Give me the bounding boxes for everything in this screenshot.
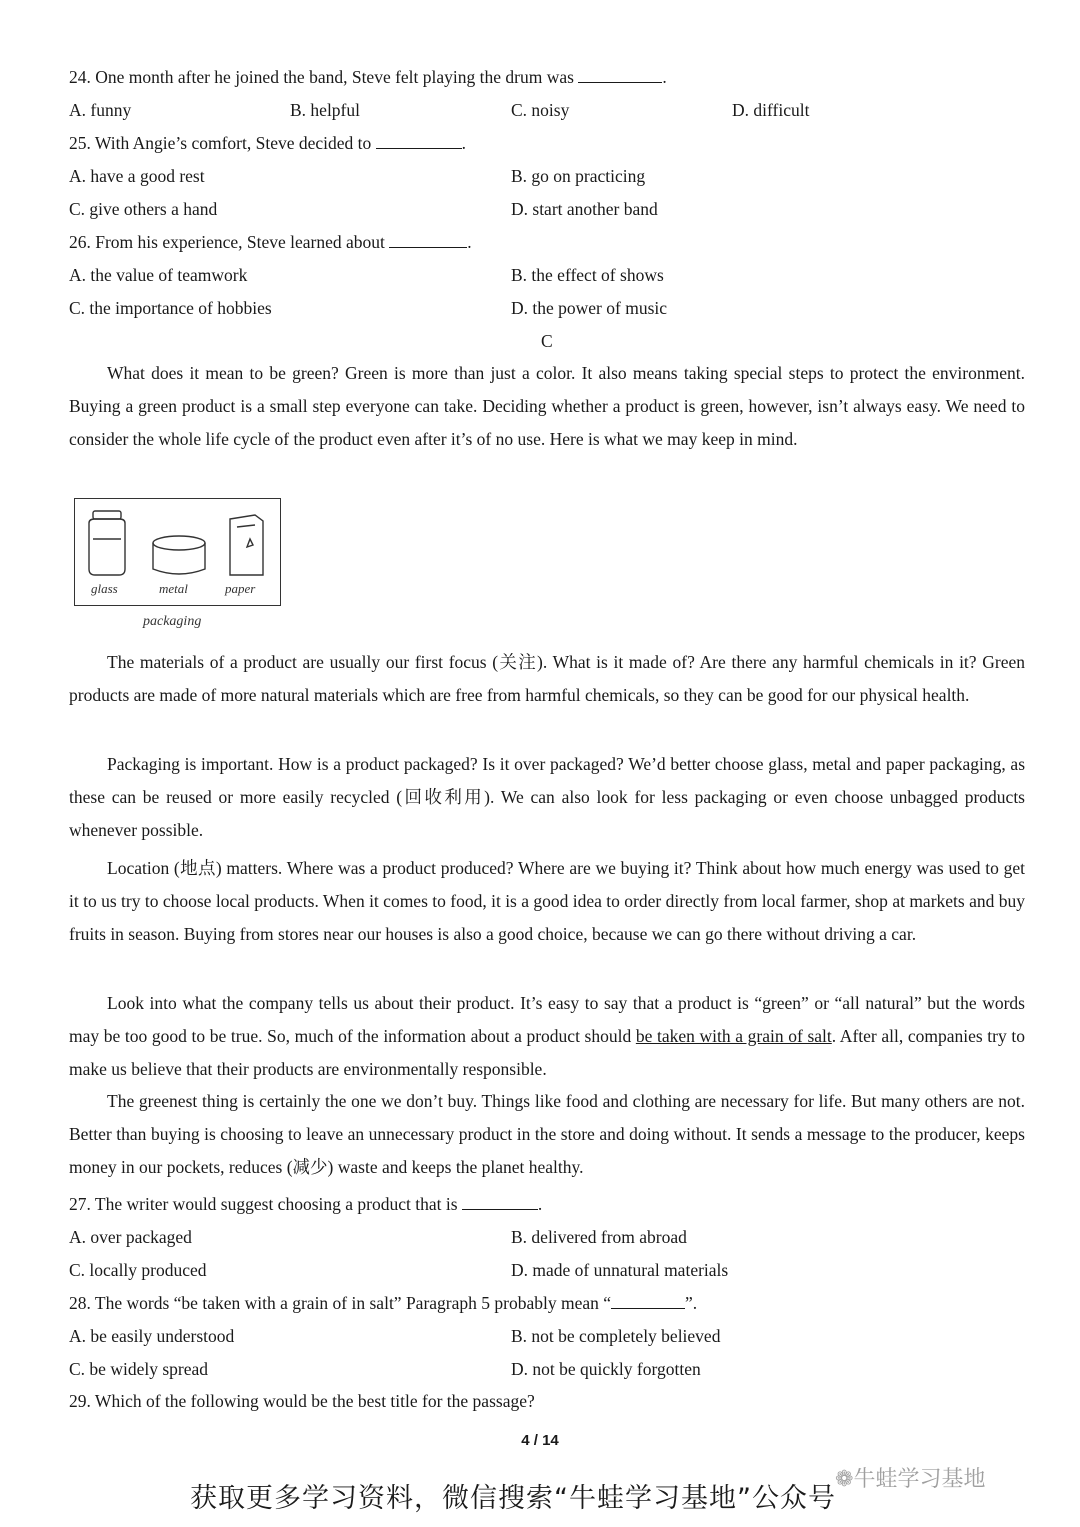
section-heading: C xyxy=(541,331,553,351)
figure-label-paper: paper xyxy=(225,581,256,596)
glass-jar-icon xyxy=(89,511,125,575)
option-c: C. give others a hand xyxy=(69,199,218,219)
option-b: B. go on practicing xyxy=(511,166,646,186)
option-d: D. not be quickly forgotten xyxy=(511,1359,701,1379)
promo-banner: 获取更多学习资料，微信搜索“牛蛙学习基地”公众号 xyxy=(190,1483,836,1514)
packaging-illustration xyxy=(74,498,281,606)
wechat-icon: ❁ xyxy=(835,1467,854,1492)
option-a: A. over packaged xyxy=(69,1227,192,1247)
question-29-stem: 29. Which of the following would be the best title for the passage? xyxy=(69,1391,535,1411)
answer-blank xyxy=(578,66,662,83)
question-24-stem: 24. One month after he joined the band, Steve felt playing the drum was . xyxy=(69,67,667,87)
answer-blank xyxy=(611,1292,685,1309)
option-c: C. locally produced xyxy=(69,1260,207,1280)
answer-blank xyxy=(389,231,467,248)
question-27-stem: 27. The writer would suggest choosing a product that is . xyxy=(69,1194,543,1214)
option-d: D. difficult xyxy=(732,100,810,120)
answer-blank xyxy=(376,132,462,149)
metal-tin-icon xyxy=(153,536,205,574)
question-28-stem: 28. The words “be taken with a grain of in salt” Paragraph 5 probably mean “ ”. xyxy=(69,1293,698,1313)
watermark: ❁牛蛙学习基地 xyxy=(835,1467,986,1492)
passage-paragraph-6: The greenest thing is certainly the one we don’t buy. Things like food and clothing are necessary for life. But many others are not. Better than buying is choosing to leave an unnecessary product in the store and doing without. It sends a message to the producer, keeps money in our pockets, reduces (减少) waste and keeps the planet healthy. xyxy=(69,1091,1025,1177)
question-26-stem: 26. From his experience, Steve learned about . xyxy=(69,232,472,252)
option-a: A. be easily understood xyxy=(69,1326,235,1346)
passage-paragraph-1: What does it mean to be green? Green is more than just a color. It also means taking special steps to protect the environment. Buying a green product is a small step everyone can take. Deciding whether a product is green, however, isn’t always easy. We need to consider the whole life cycle of the product even after it’s of no use. Here is what we may keep in mind. xyxy=(69,363,1025,449)
option-a: A. funny xyxy=(69,100,132,120)
figure-label-metal: metal xyxy=(159,581,188,596)
option-c: C. be widely spread xyxy=(69,1359,208,1379)
option-d: D. the power of music xyxy=(511,298,668,318)
option-a: A. the value of teamwork xyxy=(69,265,248,285)
passage-paragraph-5: Look into what the company tells us about their product. It’s easy to say that a product is “green” or “all natural” but the words may be too good to be true. So, much of the information about a product should be taken with a grain of salt. After all, companies try to make us believe that their products are environmentally responsible. xyxy=(69,993,1025,1079)
option-c: C. the importance of hobbies xyxy=(69,298,272,318)
option-b: B. not be completely believed xyxy=(511,1326,721,1346)
passage-paragraph-4: Location (地点) matters. Where was a product produced? Where are we buying it? Think about how much energy was used to get it to us try to choose local products. When it comes to food, it is a good idea to order directly from local farmer, shop at markets and buy fruits in season. Buying from stores near our houses is also a good choice, because we can go there without driving a car. xyxy=(69,858,1025,944)
answer-blank xyxy=(462,1193,538,1210)
option-b: B. helpful xyxy=(290,100,360,120)
figure-label-glass: glass xyxy=(91,581,118,596)
option-c: C. noisy xyxy=(511,100,570,120)
option-b: B. the effect of shows xyxy=(511,265,664,285)
option-d: D. made of unnatural materials xyxy=(511,1260,729,1280)
option-d: D. start another band xyxy=(511,199,658,219)
paper-bag-icon xyxy=(230,515,263,575)
underlined-phrase: be taken with a grain of salt xyxy=(635,1026,832,1046)
option-b: B. delivered from abroad xyxy=(511,1227,687,1247)
option-a: A. have a good rest xyxy=(69,166,205,186)
page-number: 4 / 14 xyxy=(521,1432,559,1449)
figure-caption: packaging xyxy=(143,614,202,629)
passage-paragraph-2: The materials of a product are usually our first focus (关注). What is it made of? Are there any harmful chemicals in it? Green products are made of more natural materials which are free from harmful chemicals, so they can be good for our physical health. xyxy=(69,652,1025,705)
question-25-stem: 25. With Angie’s comfort, Steve decided to . xyxy=(69,133,467,153)
passage-paragraph-3: Packaging is important. How is a product packaged? Is it over packaged? We’d better choose glass, metal and paper packaging, as these can be reused or more easily recycled (回收利用). We can also look for less packaging or even choose unbagged products whenever possible. xyxy=(69,754,1025,840)
